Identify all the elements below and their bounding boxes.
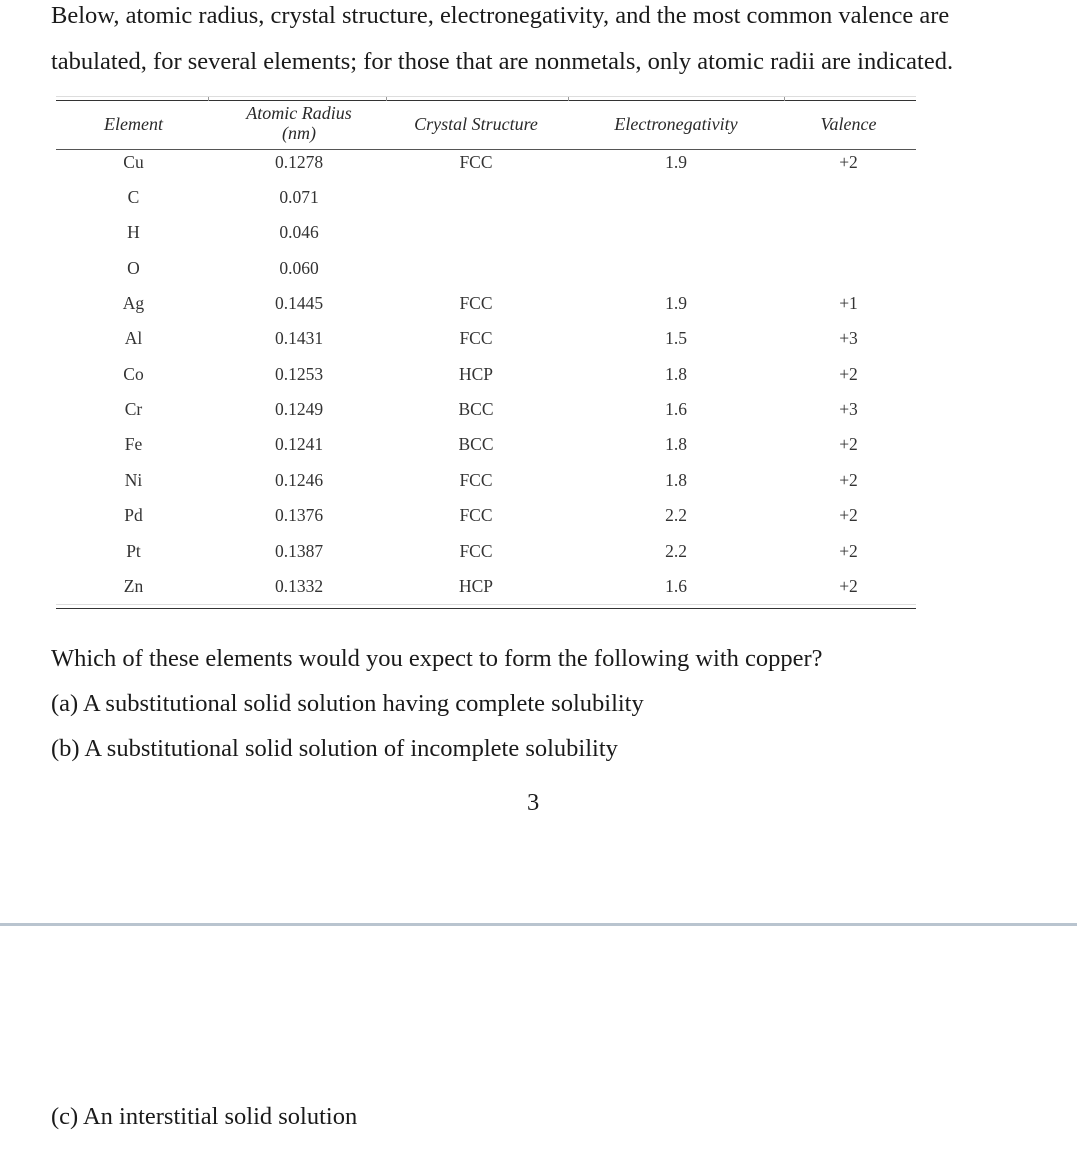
cell-valence: +2 bbox=[839, 152, 858, 172]
cell-element: Al bbox=[124, 328, 143, 348]
cell-electronegativity: 1.5 bbox=[665, 328, 687, 348]
header-atomic-radius bbox=[239, 103, 359, 143]
table-row bbox=[56, 187, 916, 222]
header-electronegativity: Electronegativity bbox=[614, 114, 738, 134]
header-crystal-structure: Crystal Structure bbox=[414, 114, 538, 134]
table-row bbox=[56, 470, 916, 505]
cell-structure: FCC bbox=[459, 470, 493, 490]
table-row bbox=[56, 364, 916, 399]
cell-element: Cr bbox=[124, 399, 143, 419]
cell-radius: 0.1249 bbox=[274, 399, 324, 419]
cell-element: Ag bbox=[122, 293, 145, 313]
cell-valence: +2 bbox=[839, 364, 858, 384]
table-row bbox=[56, 152, 916, 187]
cell-radius: 0.1376 bbox=[274, 505, 324, 525]
intro-paragraph bbox=[51, 0, 1051, 85]
cell-electronegativity: 2.2 bbox=[665, 541, 687, 561]
question-part-b: (b) A substitutional solid solution of incomplete solubility bbox=[51, 735, 618, 762]
table-row bbox=[56, 258, 916, 293]
cell-valence: +2 bbox=[839, 541, 858, 561]
cell-valence: +2 bbox=[839, 470, 858, 490]
cell-element: O bbox=[127, 258, 140, 278]
cell-element: Pt bbox=[126, 541, 141, 561]
table-row bbox=[56, 505, 916, 540]
cell-radius: 0.1246 bbox=[274, 470, 324, 490]
cell-valence: +2 bbox=[839, 576, 858, 596]
question-block bbox=[51, 636, 823, 771]
header-atomic-radius-label: Atomic Radius bbox=[246, 103, 352, 123]
table-header-rule bbox=[56, 149, 916, 150]
cell-structure: BCC bbox=[458, 434, 494, 454]
cell-valence: +2 bbox=[839, 505, 858, 525]
cell-valence: +2 bbox=[839, 434, 858, 454]
cell-electronegativity: 2.2 bbox=[665, 505, 687, 525]
cell-element: Fe bbox=[124, 434, 143, 454]
cell-element: Co bbox=[123, 364, 144, 384]
cell-element: Ni bbox=[124, 470, 143, 490]
question-part-a: (a) A substitutional solid solution having complete solubility bbox=[51, 690, 644, 717]
cell-radius: 0.1241 bbox=[274, 434, 324, 454]
cell-structure: FCC bbox=[459, 505, 493, 525]
cell-structure: FCC bbox=[459, 293, 493, 313]
table-row bbox=[56, 293, 916, 328]
table-row bbox=[56, 328, 916, 363]
table-row bbox=[56, 541, 916, 576]
cell-radius: 0.1431 bbox=[274, 328, 324, 348]
table-row bbox=[56, 576, 916, 611]
table-row bbox=[56, 434, 916, 469]
cell-electronegativity: 1.6 bbox=[665, 399, 687, 419]
cell-structure: BCC bbox=[458, 399, 494, 419]
intro-line-1: Below, atomic radius, crystal structure, electronegativity, and the most common valence are bbox=[51, 2, 950, 29]
cell-valence: +1 bbox=[839, 293, 858, 313]
table-row bbox=[56, 399, 916, 434]
cell-electronegativity: 1.9 bbox=[665, 293, 687, 313]
cell-element: Pd bbox=[124, 505, 143, 525]
cell-element: C bbox=[127, 187, 140, 207]
header-element: Element bbox=[104, 114, 163, 134]
cell-radius: 0.1253 bbox=[274, 364, 324, 384]
table-row bbox=[56, 222, 916, 257]
cell-radius: 0.046 bbox=[279, 222, 319, 242]
cell-element: H bbox=[127, 222, 140, 242]
cell-valence: +3 bbox=[839, 328, 858, 348]
page-divider bbox=[0, 923, 1077, 926]
cell-electronegativity: 1.8 bbox=[665, 364, 687, 384]
cell-radius: 0.1387 bbox=[274, 541, 324, 561]
table-header bbox=[56, 100, 916, 149]
cell-structure: FCC bbox=[459, 328, 493, 348]
cell-radius: 0.071 bbox=[279, 187, 319, 207]
cell-radius: 0.1445 bbox=[274, 293, 324, 313]
cell-structure: FCC bbox=[459, 541, 493, 561]
cell-electronegativity: 1.8 bbox=[665, 470, 687, 490]
question-part-c: (c) An interstitial solid solution bbox=[51, 1103, 358, 1130]
cell-structure: HCP bbox=[458, 364, 494, 384]
intro-line-2: tabulated, for several elements; for those that are nonmetals, only atomic radii are indicated. bbox=[51, 48, 954, 75]
cell-radius: 0.060 bbox=[279, 258, 319, 278]
header-atomic-radius-unit: (nm) bbox=[282, 123, 316, 143]
cell-structure: FCC bbox=[459, 152, 493, 172]
cell-electronegativity: 1.6 bbox=[665, 576, 687, 596]
cell-valence: +3 bbox=[839, 399, 858, 419]
page-number: 3 bbox=[527, 789, 540, 816]
cell-element: Cu bbox=[123, 152, 144, 172]
table-bottom-rule bbox=[56, 608, 916, 609]
cell-electronegativity: 1.9 bbox=[665, 152, 687, 172]
question-prompt: Which of these elements would you expect to form the following with copper? bbox=[51, 645, 823, 672]
cell-radius: 0.1278 bbox=[274, 152, 324, 172]
header-valence: Valence bbox=[820, 114, 877, 134]
cell-radius: 0.1332 bbox=[274, 576, 324, 596]
cell-electronegativity: 1.8 bbox=[665, 434, 687, 454]
cell-element: Zn bbox=[123, 576, 144, 596]
cell-structure: HCP bbox=[458, 576, 494, 596]
